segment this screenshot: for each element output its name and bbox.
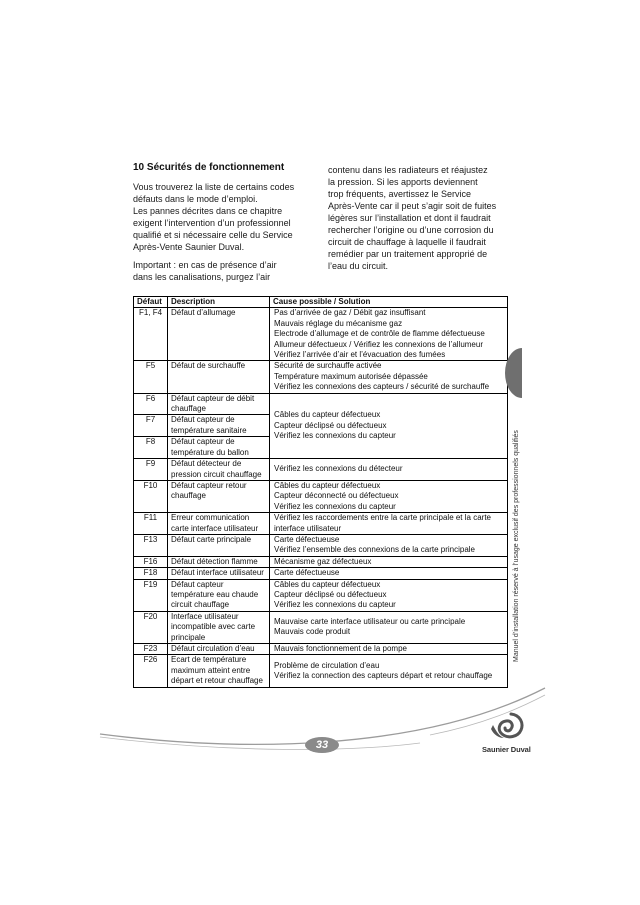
table-row <box>134 393 508 415</box>
description-line: chauffage <box>171 404 206 414</box>
cause-line: Sécurité de surchauffe activée <box>274 361 382 371</box>
cause-line: Vérifiez les connexions des capteurs / sécurité de surchauffe <box>274 382 490 392</box>
cause-line: Mauvais code produit <box>274 627 351 637</box>
intro-line: trop fréquents, avertissez le Service <box>328 189 472 199</box>
fault-cause <box>270 308 508 361</box>
fault-code: F20 <box>134 611 168 643</box>
fault-cause <box>270 611 508 643</box>
fault-description <box>168 556 270 567</box>
cause-line: Câbles du capteur défectueux <box>274 480 381 490</box>
description-line: Interface utilisateur <box>171 611 239 621</box>
description-line: carte interface utilisateur <box>171 523 259 533</box>
table-row <box>134 459 508 481</box>
cause-line: Carte défectueuse <box>274 534 340 544</box>
description-line: incompatible avec carte <box>171 622 256 632</box>
intro-line: rechercher l’origine ou d’une corrosion du <box>328 225 494 235</box>
description-line: Défaut capteur de <box>171 415 235 425</box>
description-line: Défaut détecteur de <box>171 459 242 469</box>
description-line: Défaut capteur de débit <box>171 393 255 403</box>
section-title-text: Sécurités de fonctionnement <box>146 162 285 173</box>
fault-cause <box>270 480 508 512</box>
intro-line: qualifié et si nécessaire celle du Service <box>133 230 293 240</box>
table-row <box>134 579 508 611</box>
header-cause: Cause possible / Solution <box>270 297 508 308</box>
header-code: Défaut <box>134 297 168 308</box>
page-number: 33 <box>315 739 329 751</box>
cause-line: Pas d’arrivée de gaz / Débit gaz insuffisant <box>274 308 426 318</box>
table-row <box>134 611 508 643</box>
fault-description <box>168 393 270 415</box>
saunier-duval-logo-icon <box>489 711 525 743</box>
description-line: circuit chauffage <box>171 600 230 610</box>
description-line: Défaut capteur de <box>171 437 235 447</box>
description-line: pression circuit chauffage <box>171 469 262 479</box>
description-line: Erreur communication <box>171 513 250 523</box>
brand-name: Saunier Duval <box>482 745 531 754</box>
intro-line: exigent l’intervention d’un professionnel <box>133 218 291 228</box>
cause-line: Mauvais réglage du mécanisme gaz <box>274 318 403 328</box>
table-row <box>134 513 508 535</box>
cause-line: Vérifiez les connexions du capteur <box>274 600 396 610</box>
fault-description <box>168 513 270 535</box>
fault-cause <box>270 459 508 481</box>
fault-description <box>168 480 270 512</box>
description-line: maximum atteint entre <box>171 665 251 675</box>
description-line: Défaut de surchauffe <box>171 361 246 371</box>
fault-code: F7 <box>134 415 168 437</box>
intro-line: contenu dans les radiateurs et réajustez <box>328 165 488 175</box>
description-line: Défaut d’allumage <box>171 308 236 318</box>
fault-cause <box>270 393 508 458</box>
fault-description <box>168 568 270 579</box>
fault-cause <box>270 568 508 579</box>
fault-cause <box>270 556 508 567</box>
intro-paragraph-2 <box>133 259 277 283</box>
table-row <box>134 480 508 512</box>
intro-line: Les pannes décrites dans ce chapitre <box>133 206 283 216</box>
description-line: température du ballon <box>171 447 249 457</box>
intro-line: Vous trouverez la liste de certains codes <box>133 182 295 192</box>
table-row <box>134 568 508 579</box>
fault-code: F13 <box>134 534 168 556</box>
section-title <box>133 162 284 174</box>
fault-code: F9 <box>134 459 168 481</box>
fault-description <box>168 579 270 611</box>
description-line: principale <box>171 632 206 642</box>
cause-line: Vérifiez les raccordements entre la carte principale et la carte <box>274 513 491 523</box>
fault-code-table <box>133 296 508 688</box>
cause-line: Vérifiez les connexions du détecteur <box>274 464 403 474</box>
cause-line: Vérifiez l’ensemble des connexions de la carte principale <box>274 545 475 555</box>
fault-cause <box>270 644 508 655</box>
description-line: Défaut circulation d’eau <box>171 644 255 653</box>
intro-line: défauts dans le mode d’emploi. <box>133 194 258 204</box>
fault-cause <box>270 361 508 393</box>
cause-line: Electrode d’allumage et de contrôle de flamme défectueuse <box>274 329 485 339</box>
table-row <box>134 534 508 556</box>
cause-line: Vérifiez l’arrivée d’air et l’évacuation des fumées <box>274 350 446 360</box>
intro-line: dans les canalisations, purgez l’air <box>133 272 271 282</box>
description-line: Défaut capteur retour <box>171 480 247 490</box>
fault-code: F18 <box>134 568 168 579</box>
fault-cause <box>270 534 508 556</box>
description-line: chauffage <box>171 491 206 501</box>
description-line: Défaut détection flamme <box>171 556 258 566</box>
fault-code: F1, F4 <box>134 308 168 361</box>
table-row <box>134 361 508 393</box>
fault-code: F16 <box>134 556 168 567</box>
cause-line: Allumeur défectueux / Vérifiez les connexions de l’allumeur <box>274 339 483 349</box>
cause-line: interface utilisateur <box>274 523 342 533</box>
fault-description <box>168 361 270 393</box>
description-line: Défaut capteur <box>171 579 224 589</box>
intro-line: Après-Vente car il peut s’agir soit de fuites <box>328 201 497 211</box>
fault-code: F5 <box>134 361 168 393</box>
cause-line: Capteur déclipsé ou défectueux <box>274 589 387 599</box>
fault-cause <box>270 513 508 535</box>
fault-description <box>168 534 270 556</box>
cause-line: Problème de circulation d’eau <box>274 660 380 670</box>
cause-line: Capteur déclipsé ou défectueux <box>274 420 387 430</box>
intro-line: remédier par un traitement approprié de <box>328 249 488 259</box>
fault-code: F6 <box>134 393 168 415</box>
section-number: 10 <box>133 162 145 173</box>
cause-line: Câbles du capteur défectueux <box>274 410 381 420</box>
cause-line: Vérifiez la connection des capteurs départ et retour chauffage <box>274 671 493 681</box>
cause-line: Mécanisme gaz défectueux <box>274 556 372 566</box>
fault-description <box>168 308 270 361</box>
intro-right-column <box>328 164 496 272</box>
intro-paragraph-1 <box>133 181 294 253</box>
fault-description <box>168 437 270 459</box>
cause-line: Température maximum autorisée dépassée <box>274 371 428 381</box>
intro-line: Après-Vente Saunier Duval. <box>133 242 245 252</box>
description-line: Ecart de température <box>171 655 247 665</box>
fault-code: F26 <box>134 655 168 687</box>
description-line: départ et retour chauffage <box>171 676 263 686</box>
fault-code: F19 <box>134 579 168 611</box>
header-description: Description <box>168 297 270 308</box>
fault-code: F23 <box>134 644 168 655</box>
fault-code: F11 <box>134 513 168 535</box>
intro-line: la pression. Si les apports deviennent <box>328 177 478 187</box>
fault-cause <box>270 579 508 611</box>
cause-line: Câbles du capteur défectueux <box>274 579 381 589</box>
table-row <box>134 556 508 567</box>
fault-code: F8 <box>134 437 168 459</box>
description-line: température eau chaude <box>171 589 259 599</box>
intro-line: Important : en cas de présence d’air <box>133 260 277 270</box>
cause-line: Carte défectueuse <box>274 568 340 578</box>
cause-line: Mauvaise carte interface utilisateur ou carte principale <box>274 616 466 626</box>
cause-line: Vérifiez les connexions du capteur <box>274 501 396 511</box>
intro-line: circuit de chauffage à laquelle il faudrait <box>328 237 486 247</box>
description-line: Défaut carte principale <box>171 534 252 544</box>
description-line: Défaut interface utilisateur <box>171 568 264 578</box>
description-line: température sanitaire <box>171 425 247 435</box>
fault-description <box>168 415 270 437</box>
cause-line: Capteur déconnecté ou défectueux <box>274 491 399 501</box>
side-note-text: Manuel d’installation réservé à l’usage exclusif des professionnels qualifiés <box>513 430 520 662</box>
table-row <box>134 644 508 655</box>
page-number-badge <box>305 737 339 753</box>
fault-description <box>168 611 270 643</box>
cause-line: Vérifiez les connexions du capteur <box>274 431 396 441</box>
fault-description <box>168 459 270 481</box>
fault-description <box>168 644 270 655</box>
fault-code: F10 <box>134 480 168 512</box>
intro-line: l’eau du circuit. <box>328 261 389 271</box>
intro-line: légères sur l’installation et dont il faudrait <box>328 213 491 223</box>
table-row <box>134 308 508 361</box>
table-header-row <box>134 297 508 308</box>
cause-line: Mauvais fonctionnement de la pompe <box>274 644 407 653</box>
